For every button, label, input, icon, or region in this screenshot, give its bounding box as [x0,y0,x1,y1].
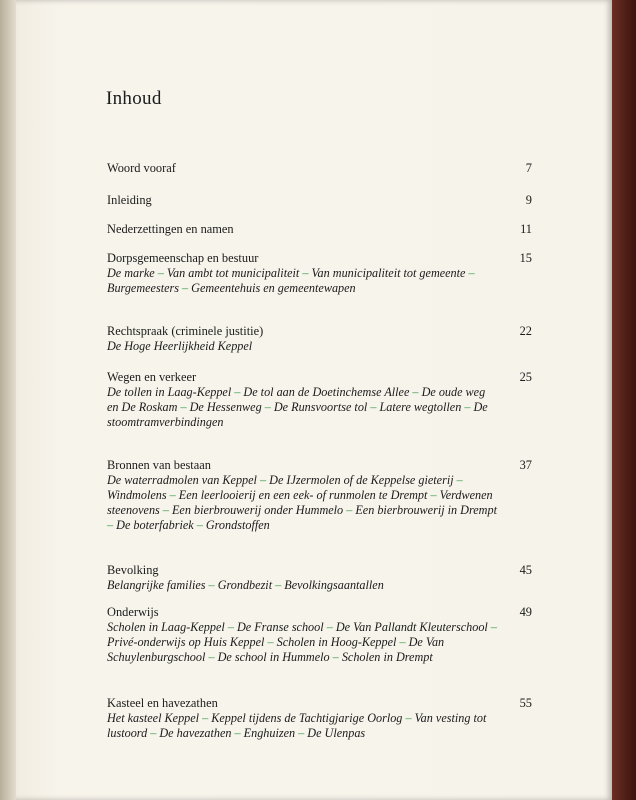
toc-subtopic: Keppel tijdens de Tachtigjarige Oorlog [211,711,403,725]
dash-separator: – [402,711,415,725]
toc-subtopic: Windmolens [107,488,167,502]
toc-subtopics [107,711,499,741]
toc-entry [107,222,532,237]
toc-heading: Onderwijs [107,605,159,619]
toc-subtopic: Het kasteel Keppel [107,711,200,725]
toc-subtopic: De Hessenweg [189,400,262,414]
toc-subtopic: Enghuizen [243,726,296,740]
dash-separator: – [154,266,167,280]
toc-subtopic: De boterfabriek [116,518,194,532]
toc-subtopic: Van vesting tot lustoord [107,711,487,740]
dash-separator: – [193,518,206,532]
dash-separator: – [295,726,308,740]
toc-entry [107,324,532,354]
toc-subtopic: De Van Pallandt Kleuterschool [335,620,488,634]
dash-separator: – [272,578,285,592]
dash-separator: – [231,385,244,399]
toc-page-number: 37 [519,458,532,472]
toc-subtopic: Bevolkingsaantallen [284,578,384,592]
toc-entry [107,696,532,741]
dash-separator: – [367,400,380,414]
toc-subtopic: De marke [107,266,155,280]
toc-page-number: 55 [519,696,532,710]
toc-heading: Kasteel en havezathen [107,696,218,710]
dash-separator: – [461,400,474,414]
toc-subtopic: De Ulenpas [307,726,366,740]
toc-subtopic: Grondbezit [217,578,273,592]
dash-separator: – [465,266,475,280]
toc-subtopics [107,620,499,665]
toc-entry [107,161,532,176]
toc-subtopic: Scholen in Laag-Keppel [107,620,225,634]
toc-subtopic: Gemeentehuis en gemeentewapen [191,281,356,295]
toc-page-number: 15 [519,251,532,265]
toc-subtopic: De Van Schuylenburgschool [107,635,445,664]
toc-heading: Wegen en verkeer [107,370,197,384]
toc-subtopic: Verdwenen steenovens [107,488,493,517]
dash-separator: – [299,266,312,280]
dash-separator: – [178,281,192,295]
toc-subtopic: De tollen in Laag-Keppel [107,385,232,399]
toc-page-number: 22 [519,324,532,338]
toc-entry [107,251,532,296]
dash-separator: – [329,650,342,664]
toc-page-number: 9 [525,193,532,207]
toc-subtopic: Een leerlooierij en een eek- of runmolen te Drempt [178,488,428,502]
toc-subtopics [107,473,499,533]
toc-entry [107,605,532,665]
toc-subtopics [107,339,499,354]
toc-subtopic: De Hoge Heerlijkheid Keppel [107,339,253,353]
toc-page-number: 11 [520,222,532,236]
dash-separator: – [256,473,270,487]
page-gutter [0,0,16,800]
dash-separator: – [427,488,440,502]
dash-separator: – [107,518,117,532]
toc-entry [107,458,532,533]
dash-separator: – [264,635,277,649]
toc-heading: Nederzettingen en namen [107,222,234,236]
toc-page-number: 7 [525,161,532,175]
toc-subtopic: Belangrijke families [107,578,206,592]
toc-subtopic: Scholen in Hoog-Keppel [276,635,397,649]
dash-separator: – [453,473,463,487]
toc-subtopic: De tol aan de Doetinchemse Allee [243,385,410,399]
dash-separator: – [159,503,172,517]
dash-separator: – [205,650,218,664]
dash-separator: – [487,620,497,634]
toc-entry [107,563,532,593]
toc-heading: Dorpsgemeenschap en bestuur [107,251,259,265]
toc-subtopics [107,578,499,593]
toc-subtopic: Grondstoffen [205,518,270,532]
toc-subtopic: De Franse school [236,620,324,634]
toc-heading: Woord vooraf [107,161,176,175]
dash-separator: – [323,620,336,634]
toc-page-number: 49 [519,605,532,619]
dash-separator: – [409,385,422,399]
book-cover-edge [612,0,636,800]
toc-heading: Inleiding [107,193,152,207]
toc-page-number: 25 [519,370,532,384]
dash-separator: – [199,711,212,725]
toc-subtopic: De oude weg en De Roskam [107,385,486,414]
toc-subtopic: Burgemeesters [107,281,179,295]
toc-subtopics [107,385,499,430]
dash-separator: – [343,503,356,517]
toc-subtopic: Privé-onderwijs op Huis Keppel [107,635,265,649]
toc-entry [107,370,532,430]
toc-heading: Rechtspraak (criminele justitie) [107,324,264,338]
toc-heading: Bevolking [107,563,159,577]
toc-subtopic: Latere wegtollen [379,400,462,414]
dash-separator: – [261,400,274,414]
page-title: Inhoud [106,88,162,109]
toc-subtopic: Van municipaliteit tot gemeente [311,266,466,280]
toc-subtopic: Van ambt tot municipaliteit [166,266,300,280]
toc-subtopic: De school in Hummelo [217,650,330,664]
toc-subtopic: De IJzermolen of de Keppelse gieterij [269,473,454,487]
dash-separator: – [147,726,160,740]
dash-separator: – [231,726,244,740]
dash-separator: – [177,400,190,414]
toc-subtopics [107,266,499,296]
toc-subtopic: Een bierbrouwerij in Drempt [355,503,497,517]
dash-separator: – [166,488,179,502]
dash-separator: – [396,635,409,649]
toc-entry [107,193,532,208]
toc-subtopic: Een bierbrouwerij onder Hummelo [171,503,344,517]
toc-heading: Bronnen van bestaan [107,458,211,472]
toc-subtopic: De waterradmolen van Keppel [107,473,257,487]
toc-page-number: 45 [519,563,532,577]
dash-separator: – [205,578,218,592]
toc-subtopic: De havezathen [159,726,232,740]
toc-subtopic: De stoomtramverbindingen [107,400,488,429]
dash-separator: – [224,620,237,634]
toc-subtopic: De Runsvoortse tol [273,400,368,414]
toc-subtopic: Scholen in Drempt [341,650,433,664]
